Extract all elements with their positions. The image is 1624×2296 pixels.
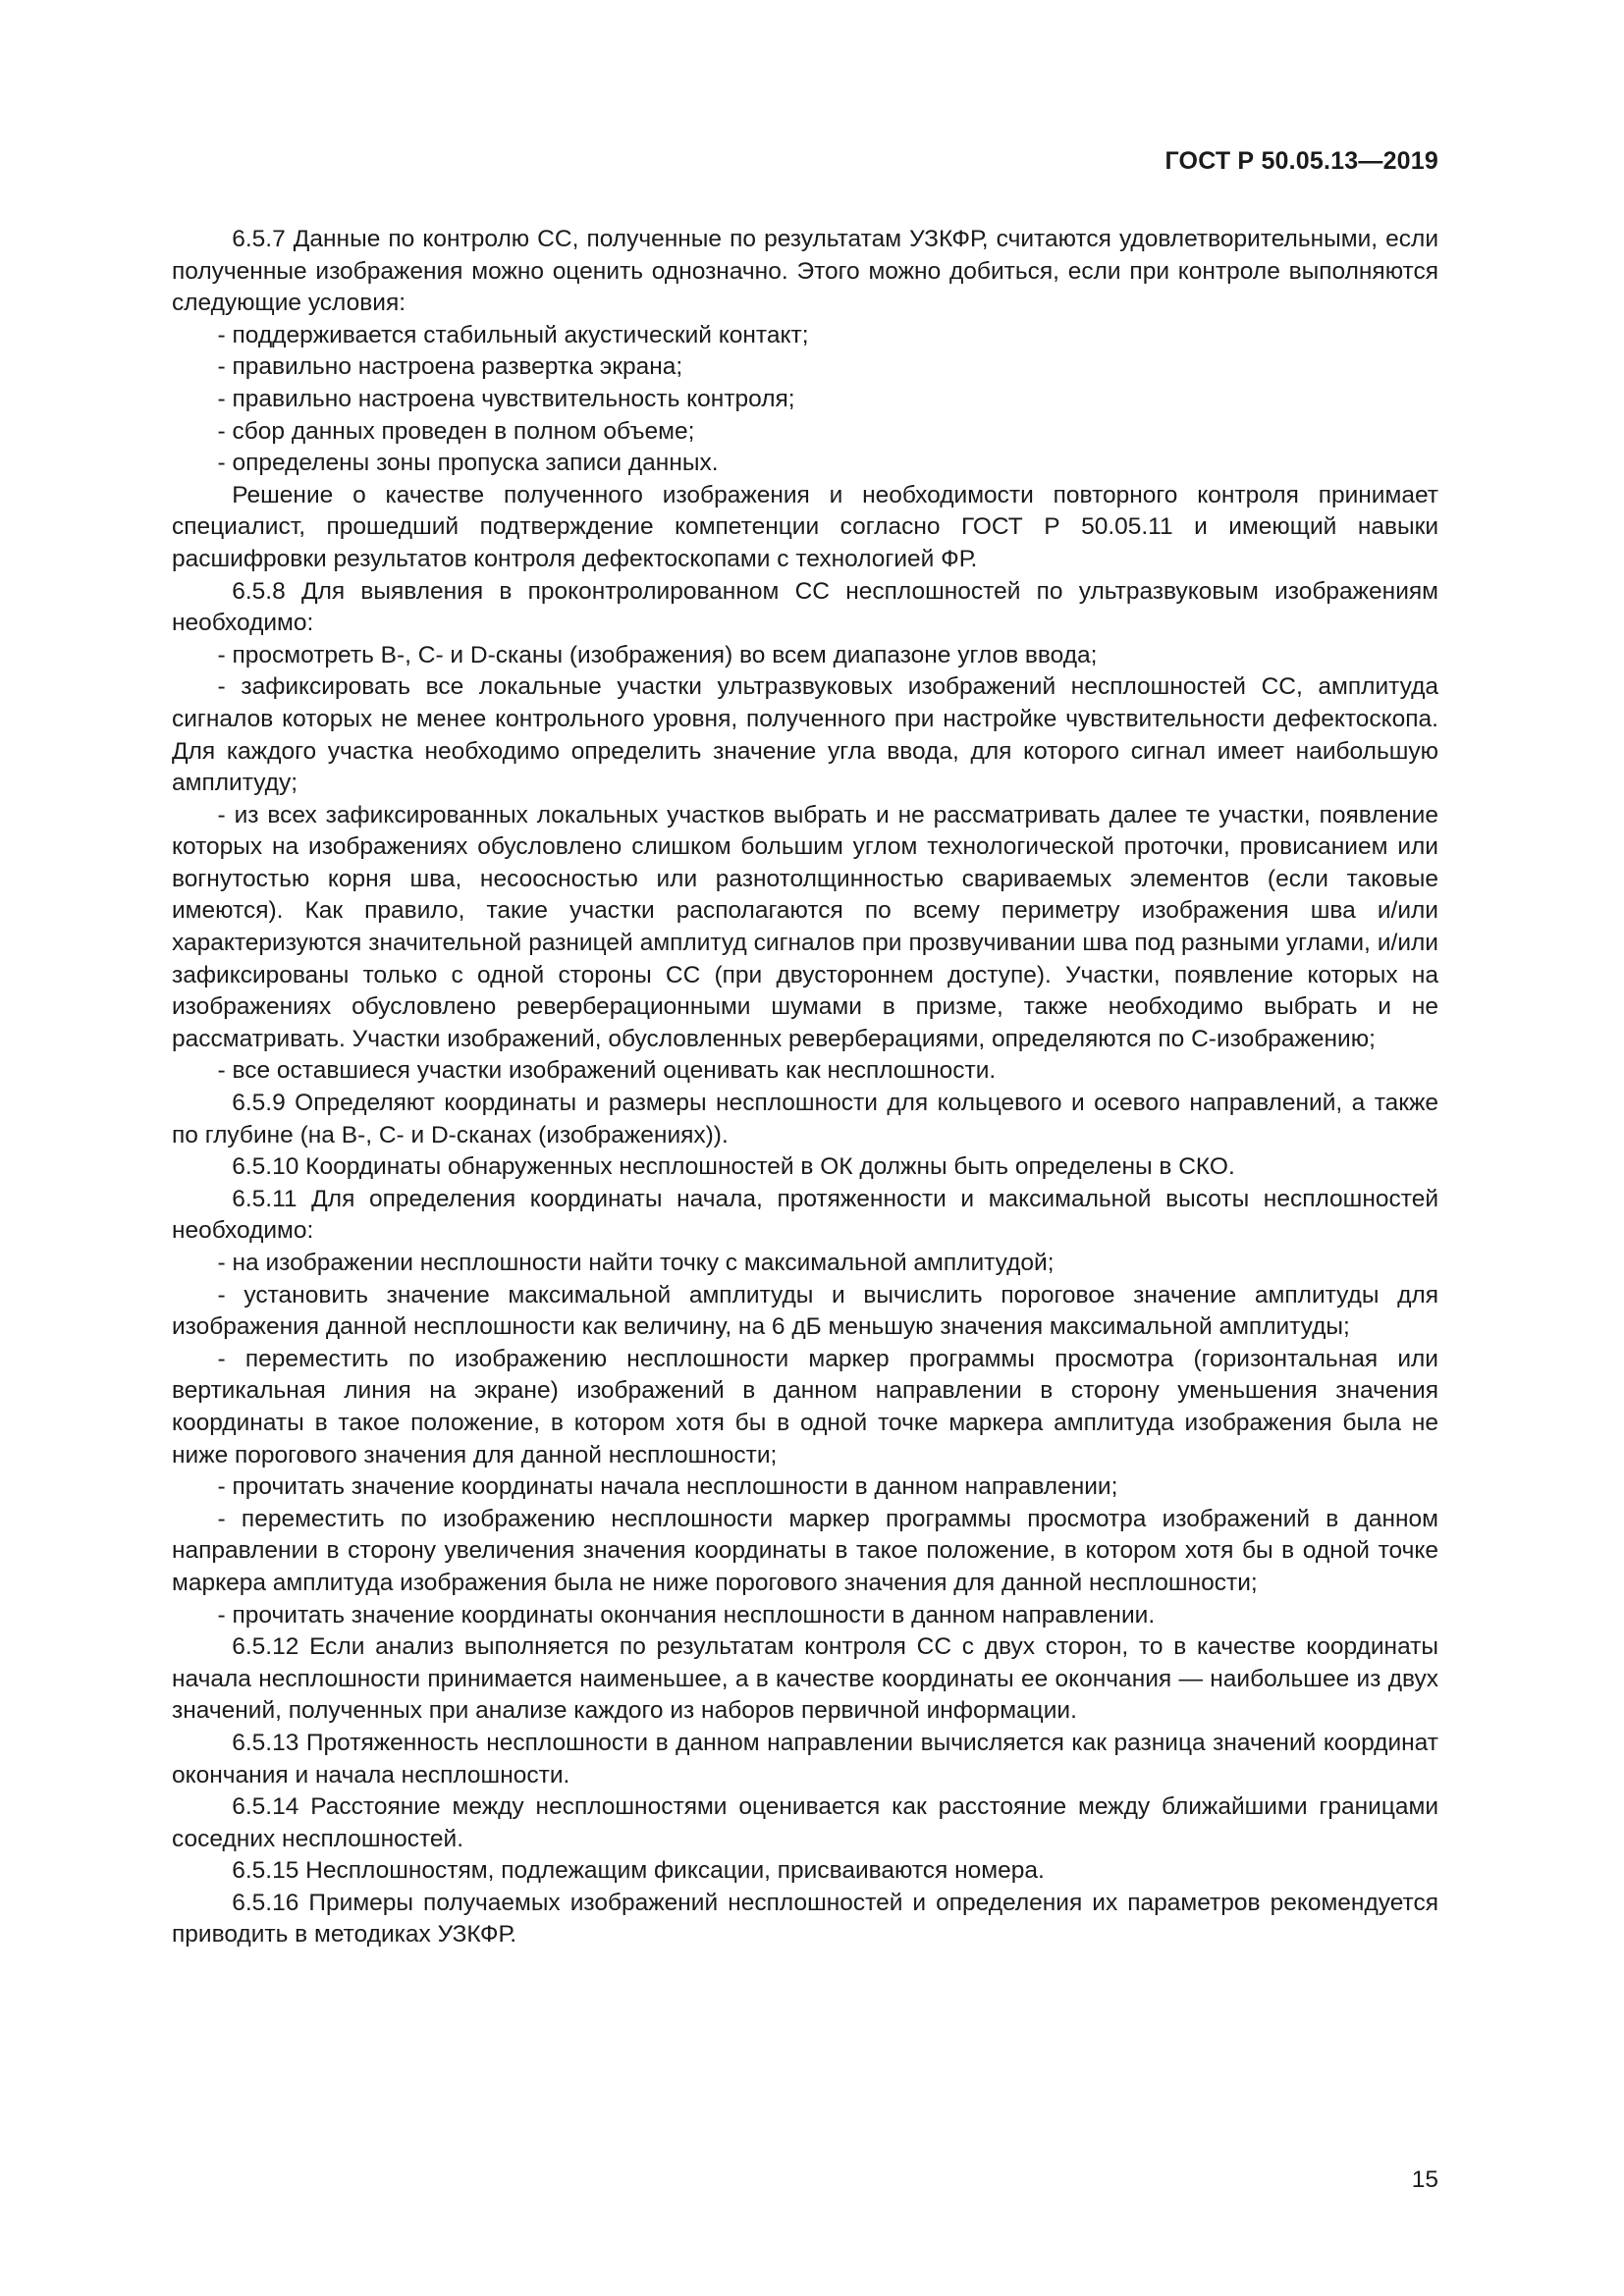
- list-item: - зафиксировать все локальные участки ультразвуковых изображений несплошностей СС, амплитуда сигналов которых не менее контрольного уровня, полученного при настройке чувствительности дефектоскопа. Для каждого участка необходимо определить значение угла ввода, для которого сигнал имеет наибольшую амплитуду;: [172, 673, 1438, 797]
- list-item: - переместить по изображению несплошности маркер программы просмотра изображений в данном направлении в сторону увеличения значения координаты в такое положение, в котором хотя бы в одной точке маркера амплитуда изображения была не ниже порогового значения для данной несплошности;: [172, 1505, 1438, 1596]
- list-item: - сбор данных проведен в полном объеме;: [217, 417, 695, 445]
- list-item: - из всех зафиксированных локальных участков выбрать и не рассматривать далее те участки, появление которых на изображениях обусловлено слишком большим углом технологической проточки, провисанием или вогнутостью корня шва, несоосностью или разнотолщинностью свариваемых элементов (если таковые имеются). Как правило, такие участки располагаются по всему периметру изображения шва и/или характеризуются значительной разницей амплитуд сигналов при прозвучивании шва под разными углами, и/или зафиксированы только с одной стороны СС (при двустороннем доступе). Участки, появление которых на изображениях обусловлено реверберационными шумами в призме, также необходимо выбрать и не рассматривать. Участки изображений, обусловленных реверберациями, определяются по С-изображению;: [172, 801, 1438, 1052]
- list-item: - на изображении несплошности найти точку с максимальной амплитудой;: [217, 1250, 1055, 1276]
- list-item: - переместить по изображению несплошности маркер программы просмотра (горизонтальная или вертикальная линия на экране) изображений в данном направлении в сторону уменьшения значения координаты в такое положение, в котором хотя бы в одной точке маркера амплитуда изображения была не ниже порогового значения для данной несплошности;: [172, 1345, 1438, 1468]
- list-item: - поддерживается стабильный акустический контакт;: [217, 321, 809, 348]
- paragraph: 6.5.13 Протяженность несплошности в данном направлении вычисляется как разница значений координат окончания и начала несплошности.: [172, 1729, 1438, 1789]
- list-item: - все оставшиеся участки изображений оценивать как несплошности.: [217, 1057, 997, 1085]
- paragraph: 6.5.9 Определяют координаты и размеры несплошности для кольцевого и осевого направлений, а также по глубине (на В-, С- и D-сканах (изображениях)).: [172, 1090, 1438, 1148]
- list-item: - правильно настроена развертка экрана;: [217, 353, 683, 381]
- list-item: - определены зоны пропуска записи данных.: [217, 450, 719, 477]
- document-number-header: ГОСТ Р 50.05.13—2019: [1164, 147, 1438, 175]
- paragraph: 6.5.14 Расстояние между несплошностями оценивается как расстояние между ближайшими границами соседних несплошностей.: [172, 1793, 1438, 1852]
- paragraph: 6.5.8 Для выявления в проконтролированном СС несплошностей по ультразвуковым изображениям необходимо:: [172, 577, 1438, 637]
- paragraph: 6.5.10 Координаты обнаруженных несплошностей в ОК должны быть определены в СКО.: [232, 1153, 1235, 1181]
- paragraph: 6.5.12 Если анализ выполняется по результатам контроля СС с двух сторон, то в качестве координаты начала несплошности принимается наименьшее, а в качестве координаты ее окончания — наибольшее из двух значений, полученных при анализе каждого из наборов первичной информации.: [172, 1633, 1438, 1725]
- list-item: - прочитать значение координаты начала несплошности в данном направлении;: [217, 1473, 1118, 1501]
- list-item: - правильно настроена чувствительность контроля;: [217, 385, 795, 412]
- paragraph: 6.5.15 Несплошностям, подлежащим фиксации, присваиваются номера.: [232, 1857, 1045, 1885]
- paragraph: 6.5.7 Данные по контролю СС, полученные по результатам УЗКФР, считаются удовлетворительными, если полученные изображения можно оценить однозначно. Этого можно добиться, если при контроле выполняются следующие условия:: [172, 226, 1438, 317]
- paragraph: 6.5.16 Примеры получаемых изображений несплошностей и определения их параметров рекомендуется приводить в методиках УЗКФР.: [172, 1889, 1438, 1949]
- list-item: - установить значение максимальной амплитуды и вычислить пороговое значение амплитуды для изображения данной несплошности как величину, на 6 дБ меньшую значения максимальной амплитуды;: [172, 1281, 1438, 1341]
- list-item: - прочитать значение координаты окончания несплошности в данном направлении.: [217, 1601, 1156, 1629]
- document-body: [172, 224, 1438, 1951]
- list-item: - просмотреть В-, С- и D-сканы (изображения) во всем диапазоне углов ввода;: [217, 641, 1098, 668]
- paragraph: Решение о качестве полученного изображения и необходимости повторного контроля принимает специалист, прошедший подтверждение компетенции согласно ГОСТ Р 50.05.11 и имеющий навыки расшифровки результатов контроля дефектоскопами с технологией ФР.: [172, 481, 1438, 572]
- paragraph: 6.5.11 Для определения координаты начала, протяженности и максимальной высоты несплошностей необходимо:: [172, 1185, 1438, 1245]
- page-number: 15: [1411, 2166, 1438, 2193]
